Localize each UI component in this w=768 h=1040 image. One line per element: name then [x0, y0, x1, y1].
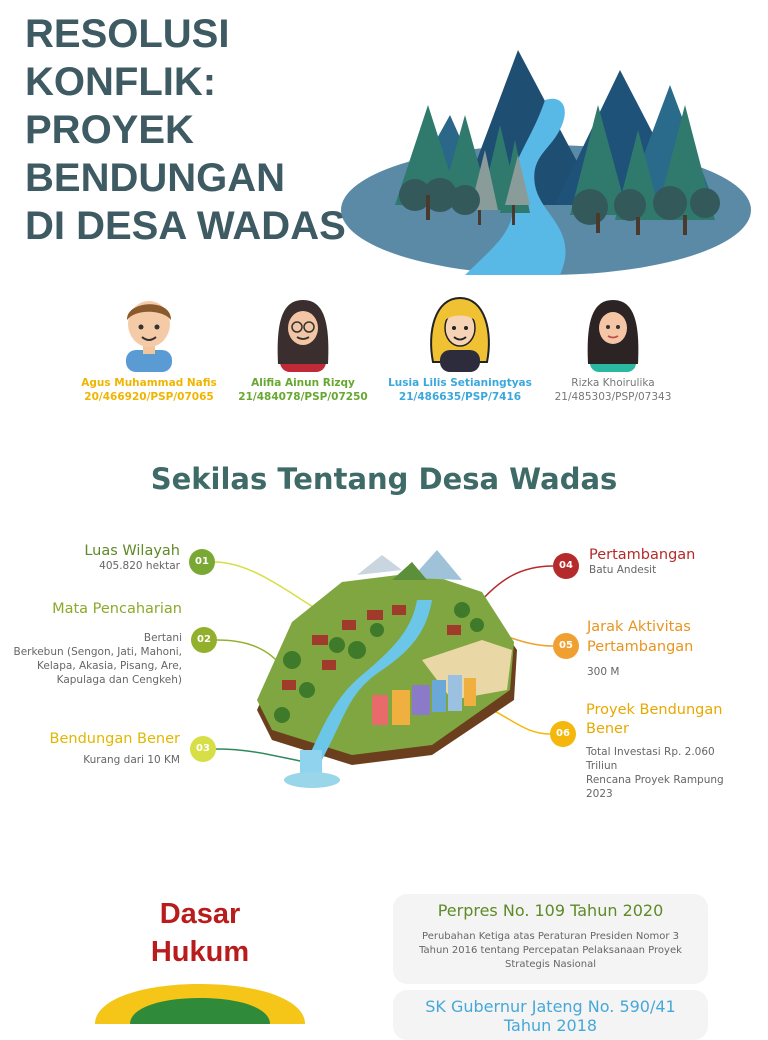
legal-card-sk-gubernur: [393, 990, 708, 1040]
title-line: RESOLUSI: [25, 12, 230, 56]
point-label: Luas Wilayah: [84, 543, 180, 559]
member-id: 20/466920/PSP/07065: [84, 391, 214, 403]
point-desc: Kurang dari 10 KM: [83, 754, 180, 766]
village-island-illustration: [252, 550, 522, 790]
legal-title-line: Dasar: [159, 898, 241, 930]
member-id: 21/485303/PSP/07343: [554, 391, 672, 403]
point-jarak-aktivitas: [587, 617, 717, 679]
member-name: Agus Muhammad Nafis: [81, 377, 217, 389]
point-proyek-bendungan: [586, 701, 731, 801]
young-man-avatar-icon: [114, 292, 184, 372]
legal-card-desc: Perubahan Ketiga atas Peraturan Presiden Nomor 3 Tahun 2016 tentang Percepatan Pelaksanaan Proyek Strategis Nasional: [419, 931, 682, 970]
semicircle-decoration: [90, 980, 310, 1024]
point-label: Pertambangan: [589, 547, 696, 563]
team-member: [213, 292, 393, 404]
point-pertambangan: [589, 547, 759, 577]
point-desc: Batu Andesit: [589, 564, 657, 576]
hijab-woman-avatar-icon: [578, 292, 648, 372]
member-name: Lusia Lilis Setianingtyas: [388, 377, 532, 389]
point-luas-wilayah: [0, 543, 180, 573]
point-badge: 02: [191, 627, 217, 653]
point-label: Bendungan Bener: [49, 731, 180, 747]
point-badge: 06: [550, 721, 576, 747]
member-name: Alifia Ainun Rizqy: [251, 377, 355, 389]
point-badge: 04: [553, 553, 579, 579]
point-desc: Total Investasi Rp. 2.060 Triliun Rencana Proyek Rampung 2023: [586, 746, 724, 800]
title-line: BENDUNGAN: [25, 156, 285, 200]
point-badge: 01: [189, 549, 215, 575]
point-desc: Bertani Berkebun (Sengon, Jati, Mahoni, Kelapa, Akasia, Pisang, Are, Kapulaga dan Cengkeh): [13, 632, 182, 686]
member-name: Rizka Khoirulika: [571, 377, 655, 389]
point-label: Proyek Bendungan Bener: [586, 702, 723, 737]
section-title: Sekilas Tentang Desa Wadas: [150, 462, 618, 496]
legal-title-line: Hukum: [150, 936, 250, 968]
point-badge: 03: [190, 736, 216, 762]
legal-card-title: SK Gubernur Jateng No. 590/41: [425, 997, 676, 1016]
legal-card-title: Perpres No. 109 Tahun 2020: [437, 901, 664, 920]
point-desc: 300 M: [587, 666, 620, 678]
point-label: Mata Pencaharian: [52, 601, 182, 617]
point-bendungan-bener: [0, 731, 180, 767]
blonde-woman-avatar-icon: [425, 292, 495, 372]
member-id: 21/486635/PSP/7416: [398, 391, 522, 403]
member-id: 21/484078/PSP/07250: [238, 391, 368, 403]
hijab-glasses-avatar-icon: [268, 292, 338, 372]
title-line: DI DESA WADAS: [25, 204, 346, 248]
team-member: [59, 292, 239, 404]
point-badge: 05: [553, 633, 579, 659]
title-line: PROYEK: [25, 108, 194, 152]
legal-title: [125, 895, 275, 971]
team-member: [523, 292, 703, 404]
point-mata-pencaharian: [12, 601, 182, 687]
point-desc: 405.820 hektar: [99, 560, 180, 572]
page-title: [25, 10, 355, 250]
point-label: Jarak Aktivitas Pertambangan: [587, 619, 694, 655]
legal-card-title-2: Tahun 2018: [503, 1016, 598, 1035]
legal-card-perpres: [393, 894, 708, 984]
title-line: KONFLIK:: [25, 60, 217, 104]
mountain-river-illustration: [340, 45, 752, 280]
